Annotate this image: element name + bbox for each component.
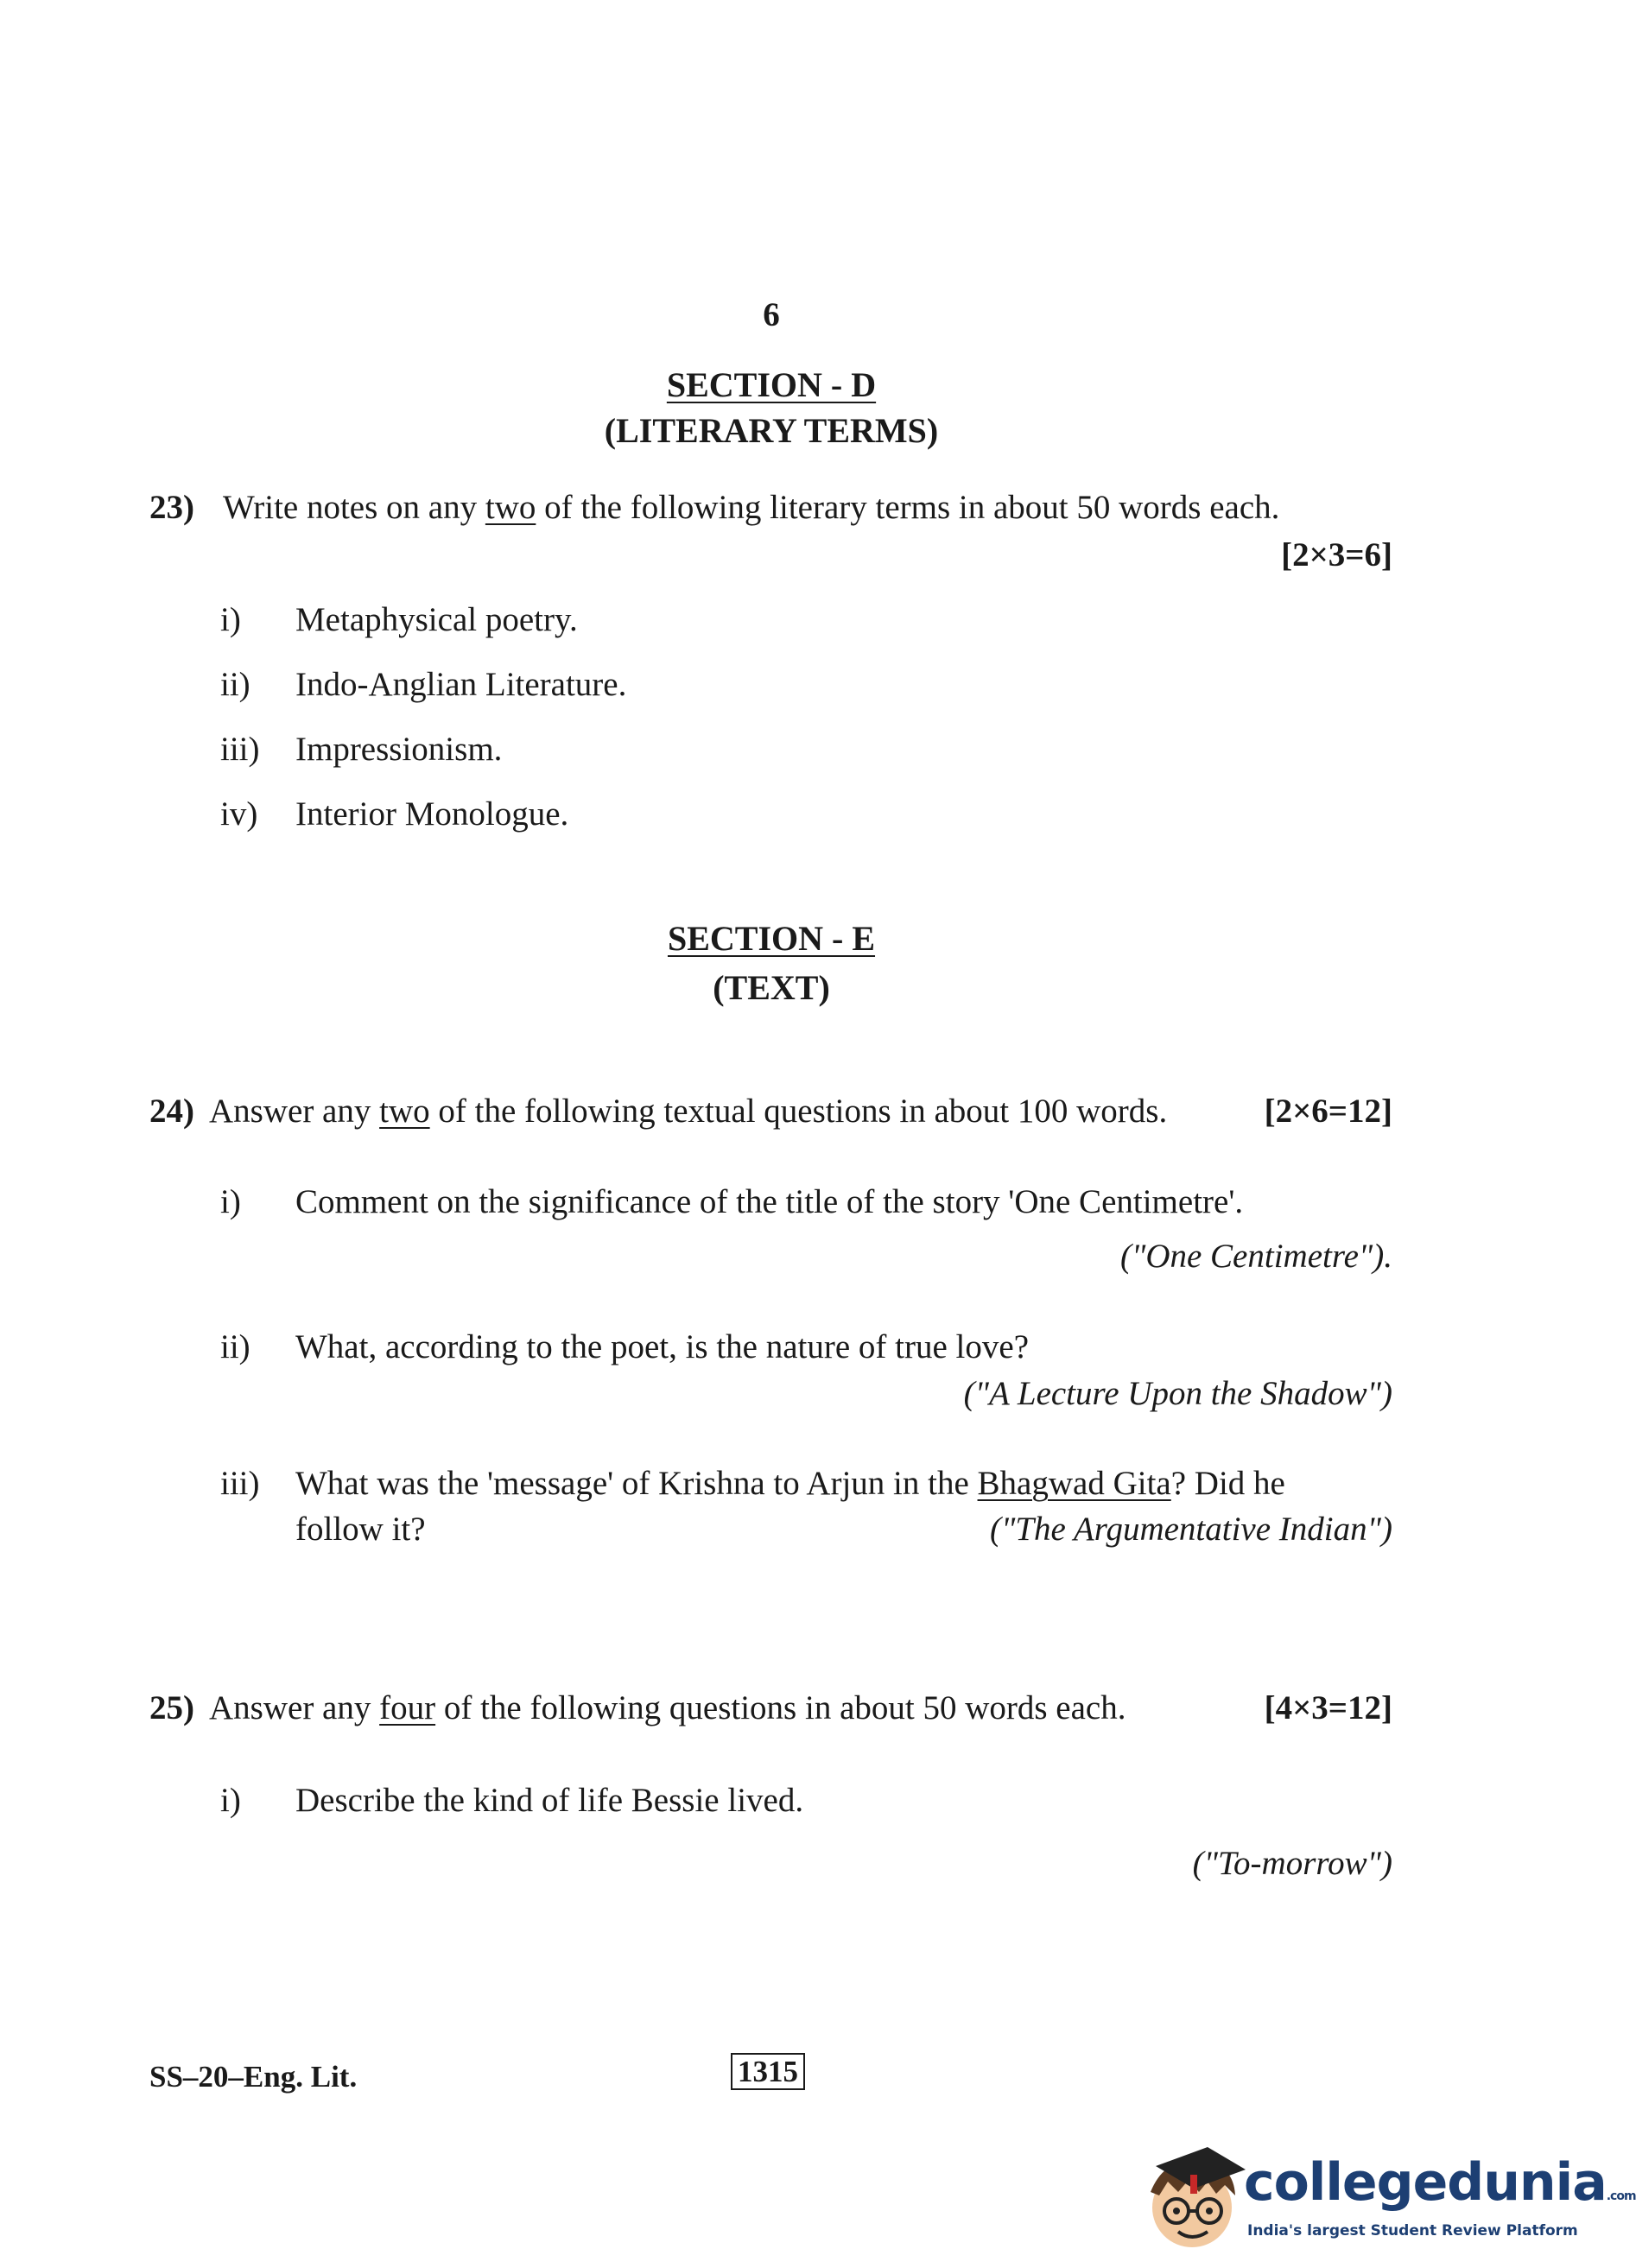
q23-item-text: Indo-Anglian Literature. (295, 666, 627, 703)
page-number: 6 (763, 296, 780, 333)
section-e-title: SECTION - E (667, 919, 876, 958)
section-d-subtitle: (LITERARY TERMS) (604, 411, 939, 450)
logo-wordmark: collegedunia.com (1244, 2152, 1636, 2213)
question-24-text: Answer any two of the following textual questions in about 100 words. (209, 1093, 1168, 1130)
question-25-marks: [4×3=12] (1264, 1689, 1392, 1726)
q23-item-label: i) (220, 601, 241, 638)
q24-item-label: iii) (220, 1465, 260, 1502)
q24-item-source: ("The Argumentative Indian") (989, 1511, 1392, 1548)
q25-item-text: Describe the kind of life Bessie lived. (295, 1782, 804, 1819)
q23-item-label: iv) (220, 795, 258, 833)
question-23-marks: [2×3=6] (1281, 536, 1392, 573)
q24-item-label: i) (220, 1183, 241, 1220)
question-24-marks: [2×6=12] (1264, 1093, 1392, 1130)
question-23-text: Write notes on any two of the following literary terms in about 50 words each. (223, 489, 1280, 526)
question-25-text: Answer any four of the following questions in about 50 words each. (209, 1689, 1126, 1726)
q25-item-label: i) (220, 1782, 241, 1819)
question-24-number: 24) (149, 1093, 194, 1130)
q24-item-text: What, according to the poet, is the nature of true love? (295, 1328, 1030, 1365)
q23-item-text: Metaphysical poetry. (295, 601, 578, 638)
q24-item-label: ii) (220, 1328, 250, 1365)
footer-code: SS–20–Eng. Lit. (149, 2060, 358, 2094)
q24-item-text: What was the 'message' of Krishna to Arjun in the Bhagwad Gita? Did he (295, 1465, 1285, 1502)
q24-item-text: Comment on the significance of the title of the story 'One Centimetre'. (295, 1183, 1244, 1220)
q23-item-text: Impressionism. (295, 731, 503, 768)
q24-item-source: ("One Centimetre"). (1119, 1238, 1392, 1275)
q25-item-source: ("To-morrow") (1192, 1845, 1392, 1882)
q24-item-source: ("A Lecture Upon the Shadow") (963, 1375, 1392, 1412)
q23-item-text: Interior Monologue. (295, 795, 569, 833)
section-e-subtitle: (TEXT) (713, 968, 830, 1007)
question-23-number: 23) (149, 489, 194, 526)
q24-item-text-continued: follow it? (295, 1511, 426, 1548)
q23-item-label: iii) (220, 731, 260, 768)
logo-tagline: India's largest Student Review Platform (1247, 2222, 1578, 2239)
section-d-title: SECTION - D (666, 365, 877, 404)
collegedunia-logo (1138, 2132, 1636, 2261)
mascot-icon (1138, 2132, 1251, 2261)
footer-paper-number: 1315 (731, 2052, 805, 2092)
question-25-number: 25) (149, 1689, 194, 1726)
q23-item-label: ii) (220, 666, 250, 703)
